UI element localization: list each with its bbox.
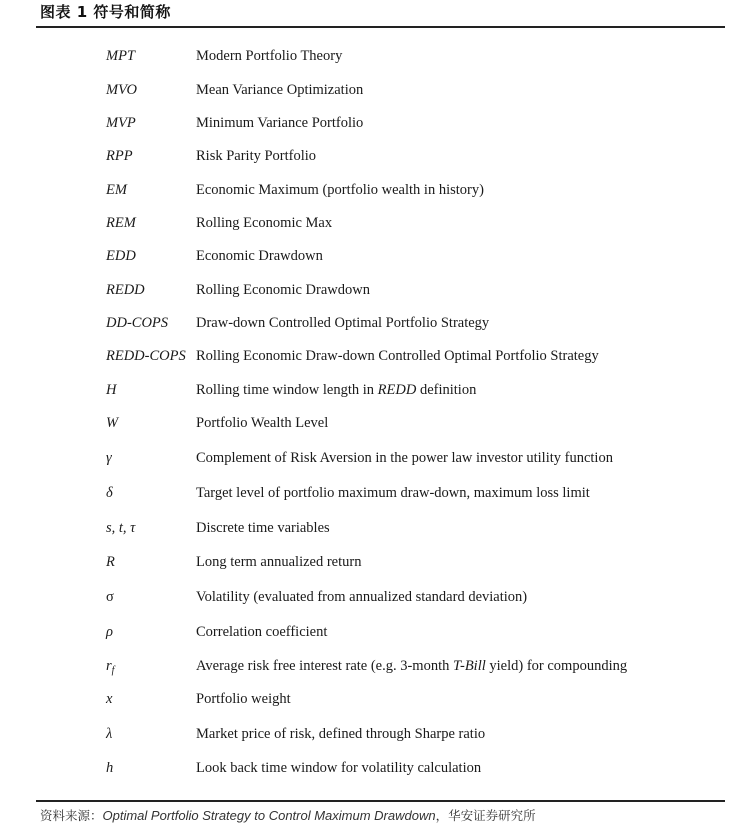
- symbol-cell: DD-COPS: [106, 315, 169, 331]
- symbol-cell: λ: [106, 726, 113, 742]
- table-row: [0, 279, 753, 301]
- table-row: [0, 517, 753, 539]
- symbol-cell: REM: [106, 215, 136, 231]
- definition-cell: Modern Portfolio Theory: [196, 48, 343, 64]
- table-row: [0, 112, 753, 134]
- source-org: ，华安证券研究所: [435, 808, 536, 823]
- table-row: [0, 655, 753, 677]
- definition-cell: Portfolio weight: [196, 691, 291, 707]
- symbol-text: r: [106, 658, 112, 674]
- table-row: [0, 482, 753, 504]
- definition-cell: Complement of Risk Aversion in the power law investor utility function: [196, 450, 613, 466]
- table-row: [0, 723, 753, 745]
- symbol-cell: H: [106, 382, 117, 398]
- table-row: [0, 586, 753, 608]
- definition-cell: Rolling Economic Draw-down Controlled Optimal Portfolio Strategy: [196, 348, 599, 364]
- symbol-cell: γ: [106, 450, 112, 466]
- definition-cell: Mean Variance Optimization: [196, 82, 364, 98]
- source-note: [40, 805, 536, 827]
- symbol-cell: σ: [106, 589, 114, 605]
- definition-cell: Economic Maximum (portfolio wealth in history): [196, 182, 484, 198]
- symbol-subscript: f: [111, 665, 115, 676]
- definition-cell: Rolling Economic Drawdown: [196, 282, 370, 298]
- table-row: [0, 551, 753, 573]
- symbol-cell: δ: [106, 485, 113, 501]
- table-row: [0, 245, 753, 267]
- definition-text: yield) for compounding: [485, 658, 628, 674]
- symbol-cell: x: [106, 691, 113, 707]
- definition-cell: Correlation coefficient: [196, 624, 328, 640]
- symbol-cell: R: [106, 554, 115, 570]
- symbol-cell: [106, 655, 114, 682]
- table-row: [0, 212, 753, 234]
- definition-cell: Portfolio Wealth Level: [196, 415, 329, 431]
- definition-cell: [196, 379, 476, 401]
- source-title: Optimal Portfolio Strategy to Control Maximum Drawdown: [102, 808, 436, 823]
- definition-emphasis: T-Bill: [453, 658, 486, 674]
- symbol-cell: REDD: [106, 282, 145, 298]
- symbol-cell: ρ: [106, 624, 113, 640]
- table-row: [0, 379, 753, 401]
- definition-emphasis: REDD: [377, 382, 417, 398]
- symbol-cell: h: [106, 760, 114, 776]
- symbol-cell: RPP: [106, 148, 133, 164]
- definition-cell: Discrete time variables: [196, 520, 330, 536]
- symbol-cell: EM: [106, 182, 127, 198]
- definition-text: Rolling time window length in: [196, 382, 378, 398]
- definition-cell: Minimum Variance Portfolio: [196, 115, 364, 131]
- definition-cell: Rolling Economic Max: [196, 215, 333, 231]
- table-row: [0, 45, 753, 67]
- symbol-cell: MPT: [106, 48, 135, 64]
- table-row: [0, 312, 753, 334]
- table-row: [0, 145, 753, 167]
- table-row: [0, 621, 753, 643]
- definition-text: definition: [416, 382, 477, 398]
- symbol-cell: REDD-COPS: [106, 348, 186, 364]
- symbol-cell: MVP: [106, 115, 136, 131]
- definition-cell: [196, 655, 627, 677]
- table-row: [0, 345, 753, 367]
- symbol-cell: EDD: [106, 248, 136, 264]
- definition-cell: Draw-down Controlled Optimal Portfolio Strategy: [196, 315, 490, 331]
- symbol-cell: s, t, τ: [106, 520, 136, 536]
- definition-cell: Risk Parity Portfolio: [196, 148, 317, 164]
- definition-cell: Economic Drawdown: [196, 248, 323, 264]
- definition-cell: Target level of portfolio maximum draw-down, maximum loss limit: [196, 485, 590, 501]
- table-row: [0, 179, 753, 201]
- table-row: [0, 688, 753, 710]
- figure-title: 图表 1 符号和简称: [40, 3, 171, 21]
- table-row: [0, 412, 753, 434]
- table-row: [0, 757, 753, 779]
- table-row: [0, 447, 753, 469]
- symbol-cell: W: [106, 415, 119, 431]
- definition-text: Average risk free interest rate (e.g. 3-month: [196, 658, 453, 674]
- source-label: 资料来源：: [40, 808, 103, 823]
- definition-cell: Long term annualized return: [196, 554, 362, 570]
- definition-cell: Volatility (evaluated from annualized standard deviation): [196, 589, 528, 605]
- top-divider: [36, 26, 725, 28]
- bottom-divider: [36, 800, 725, 802]
- table-row: [0, 79, 753, 101]
- symbol-cell: MVO: [106, 82, 137, 98]
- definition-cell: Market price of risk, defined through Sharpe ratio: [196, 726, 486, 742]
- definition-cell: Look back time window for volatility calculation: [196, 760, 482, 776]
